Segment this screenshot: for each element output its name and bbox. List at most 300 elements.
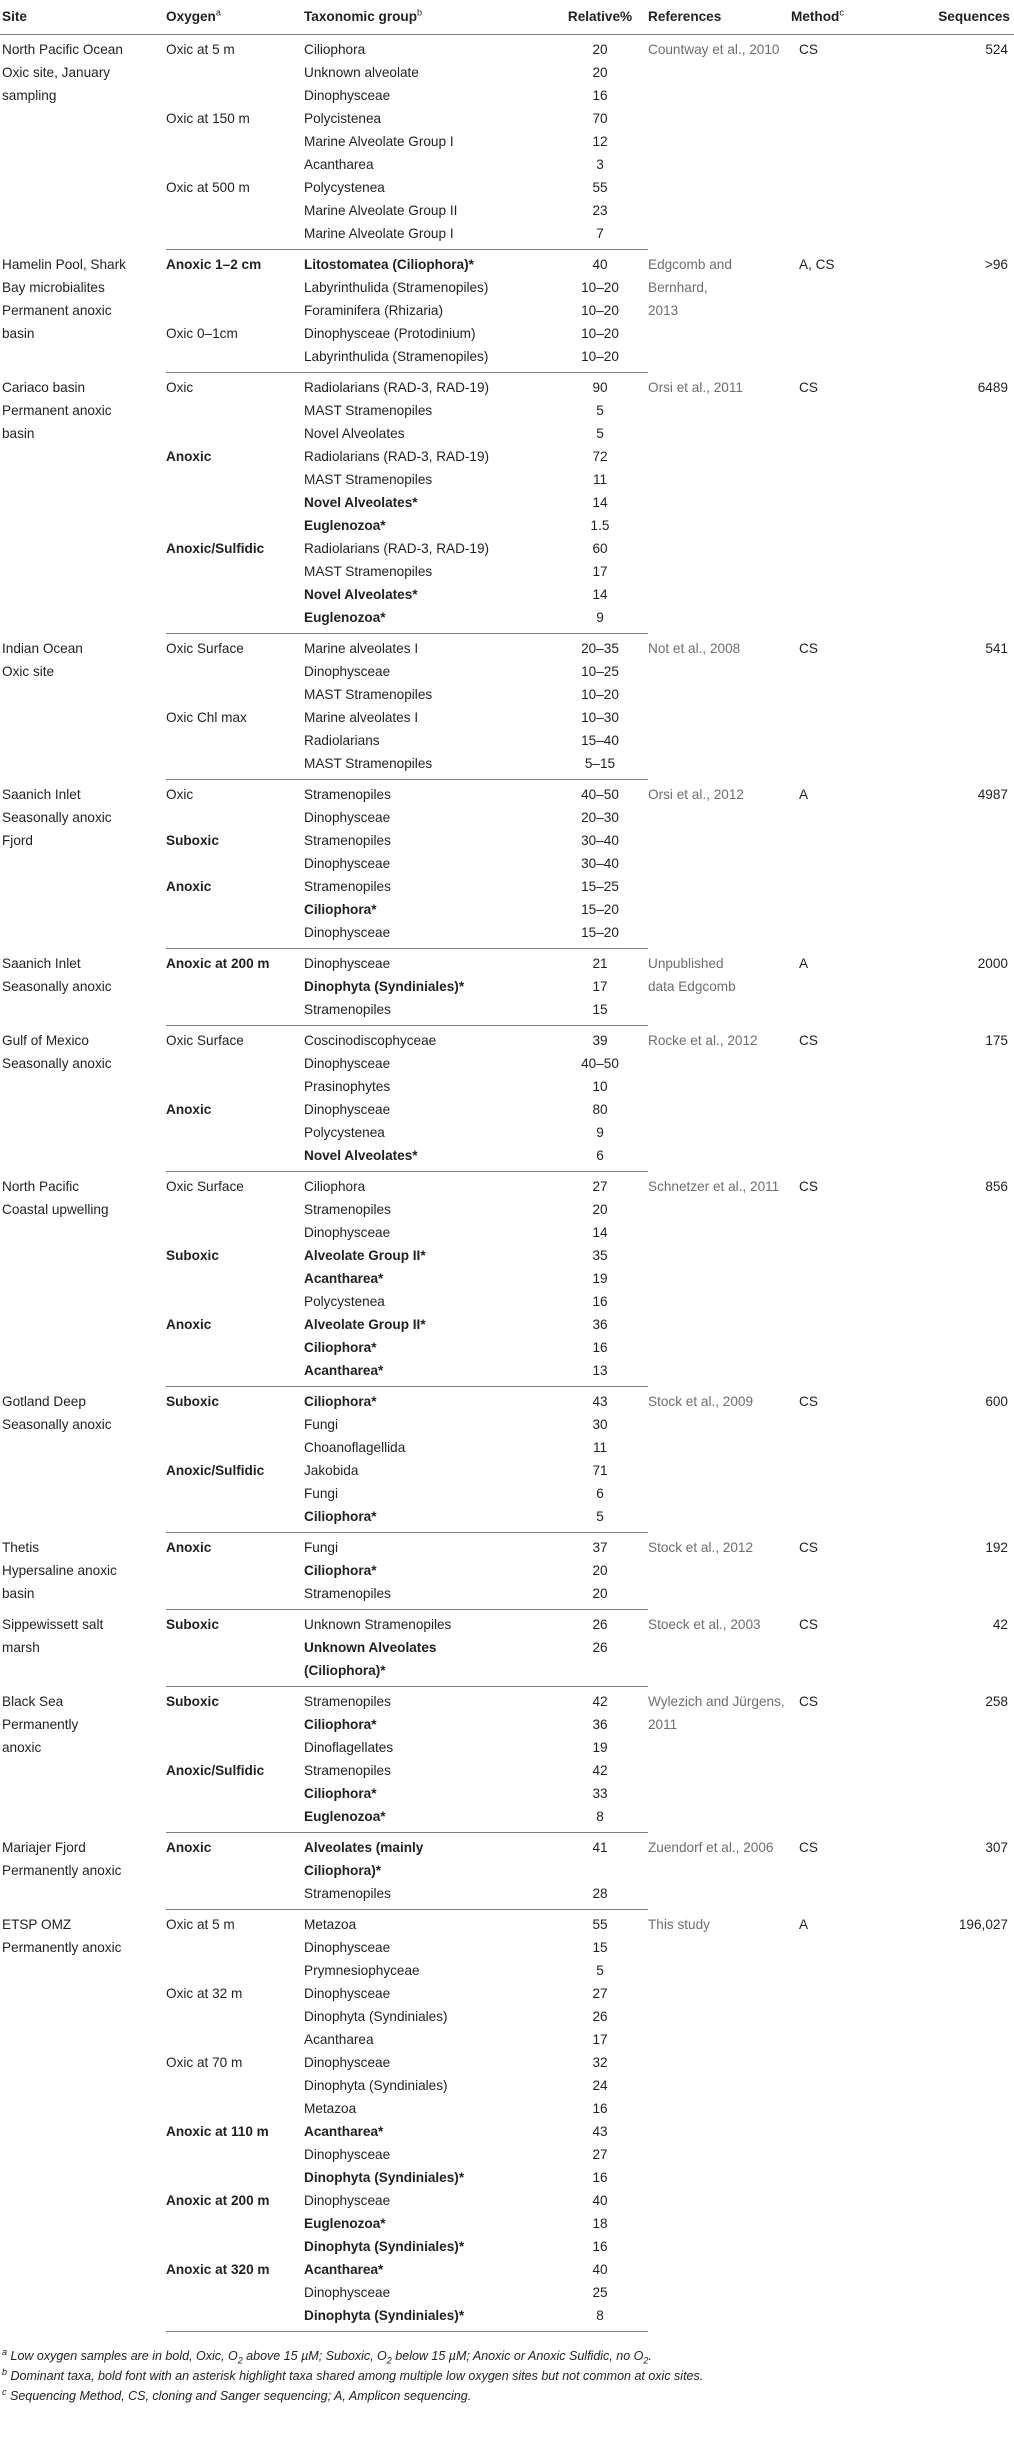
site-line: Seasonally anoxic (2, 1055, 112, 1071)
oxygen-cell (166, 222, 304, 250)
oxygen-cell (166, 422, 304, 445)
oxygen-cell: Oxic (166, 787, 194, 802)
header-method: Method$^c$ (791, 0, 885, 35)
table-row (0, 1026, 1014, 1053)
oxygen-cell (166, 199, 304, 222)
relative-cell: 30–40 (581, 856, 619, 871)
relative-cell: 72 (592, 449, 608, 464)
site-cell (0, 780, 166, 949)
taxonomic-group-cell: Radiolarians (RAD-3, RAD-19) (304, 380, 490, 395)
relative-cell: 7 (532, 222, 648, 250)
oxygen-cell: Oxic Surface (166, 641, 244, 656)
oxygen-cell: Anoxic at 200 m (166, 956, 270, 971)
taxon-line: (Ciliophora)* (304, 1663, 386, 1678)
taxonomic-group-cell: Dinophysceae (304, 1056, 391, 1071)
oxygen-cell: Oxic 0–1cm (166, 326, 238, 341)
relative-cell: 25 (592, 2285, 608, 2300)
oxygen-cell (166, 1805, 304, 1833)
taxonomic-group-cell: Stramenopiles (304, 879, 391, 894)
method-cell: A (799, 786, 809, 802)
oxygen-cell (166, 399, 304, 422)
taxonomic-group-cell: Labyrinthulida (Stramenopiles) (304, 345, 532, 373)
site-line: basin (2, 1585, 35, 1601)
taxonomic-group-cell: Dinophysceae (304, 2055, 391, 2070)
oxygen-cell (166, 1436, 304, 1459)
taxonomic-group-cell: Polycystenea (304, 1294, 385, 1309)
relative-cell: 16 (592, 1340, 608, 1355)
site-line: Permanently anoxic (2, 1862, 122, 1878)
relative-cell: 16 (592, 2239, 608, 2254)
oxygen-cell (166, 299, 304, 322)
table-row (0, 780, 1014, 807)
taxonomic-group-cell: Dinophysceae (304, 2193, 391, 2208)
oxygen-cell (166, 1144, 304, 1172)
taxonomic-group-cell: Marine Alveolate Group I (304, 222, 532, 250)
method-cell: CS (799, 1693, 818, 1709)
taxonomic-group-cell: Labyrinthulida (Stramenopiles) (304, 280, 489, 295)
relative-cell: 36 (592, 1717, 608, 1732)
relative-cell: 8 (532, 1805, 648, 1833)
table-header (0, 0, 1014, 35)
taxonomic-group-cell: MAST Stramenopiles (304, 752, 532, 780)
oxygen-cell (166, 683, 304, 706)
reference-line: Edgcomb and Bernhard, (648, 256, 732, 295)
oxygen-cell: Oxic at 5 m (166, 42, 235, 57)
relative-cell: 6 (596, 1486, 604, 1501)
taxonomic-group-cell: Dinophysceae (304, 1940, 391, 1955)
taxonomic-group-cell: MAST Stramenopiles (304, 403, 433, 418)
sequences-cell: 600 (985, 1393, 1008, 1409)
relative-cell: 40–50 (581, 787, 619, 802)
table-row (0, 35, 1014, 62)
taxonomic-group-cell: Ciliophora* (304, 1717, 377, 1732)
relative-cell: 20 (592, 1202, 608, 1217)
taxonomic-group-cell: Novel Alveolates* (304, 495, 418, 510)
taxonomic-group-cell: Ciliophora (304, 1179, 366, 1194)
sequences-cell: 524 (985, 42, 1008, 57)
site-cell (0, 1833, 166, 1910)
header-sequences: Sequences (885, 0, 1014, 35)
table-row (0, 373, 1014, 400)
taxonomic-group-cell: Dinophysceae (304, 2285, 391, 2300)
relative-cell: 5 (596, 1963, 604, 1978)
oxygen-cell (166, 345, 304, 373)
oxygen-cell (166, 1221, 304, 1244)
site-line: Indian Ocean (2, 640, 83, 656)
oxygen-cell: Oxic at 32 m (166, 1986, 243, 2001)
taxonomic-group-cell: Stramenopiles (304, 1202, 391, 1217)
method-cell: CS (799, 379, 818, 395)
oxygen-cell: Suboxic (166, 1394, 219, 1409)
reference-cell (648, 1533, 791, 1610)
reference-line: Stock et al., 2009 (648, 1393, 754, 1409)
relative-cell: 20–30 (581, 810, 619, 825)
oxygen-cell: Anoxic at 320 m (166, 2262, 270, 2277)
taxon-line: Unknown Alveolates (304, 1640, 437, 1655)
relative-cell: 5 (532, 1505, 648, 1533)
relative-cell: 19 (592, 1740, 608, 1755)
site-cell (0, 373, 166, 634)
oxygen-cell: Anoxic (166, 1317, 212, 1332)
taxonomic-group-cell: Fungi (304, 1540, 339, 1555)
oxygen-cell (166, 1713, 304, 1736)
site-group (0, 35, 1014, 250)
oxygen-cell (166, 1582, 304, 1610)
oxygen-cell: Oxic Surface (166, 1179, 244, 1194)
site-group (0, 1833, 1014, 1910)
taxonomic-group-cell: Metazoa (304, 2101, 357, 2116)
site-group (0, 634, 1014, 780)
site-line: anoxic (2, 1739, 42, 1755)
relative-cell: 14 (592, 587, 608, 602)
relative-cell: 26 (592, 2009, 608, 2024)
reference-cell (648, 1026, 791, 1172)
relative-cell: 13 (532, 1359, 648, 1387)
oxygen-cell (166, 2235, 304, 2258)
relative-cell: 10–20 (532, 345, 648, 373)
taxonomic-group-cell: Dinophyta (Syndiniales)* (304, 2170, 465, 2185)
oxygen-cell (166, 1505, 304, 1533)
relative-cell: 43 (592, 2124, 608, 2139)
reference-line: Not et al., 2008 (648, 640, 741, 656)
oxygen-cell (166, 468, 304, 491)
oxygen-cell (166, 752, 304, 780)
site-line: Permanently (2, 1716, 79, 1732)
reference-cell (648, 1610, 791, 1687)
table-row (0, 1172, 1014, 1199)
taxonomic-group-cell: Euglenozoa* (304, 1805, 532, 1833)
reference-line: Rocke et al., 2012 (648, 1032, 758, 1048)
taxonomic-group-cell: Dinophysceae (304, 956, 391, 971)
relative-cell: 10–20 (581, 326, 619, 341)
taxonomic-group-cell: Coscinodiscophyceae (304, 1033, 437, 1048)
relative-cell: 27 (592, 1179, 608, 1194)
taxonomic-group-cell: Dinophysceae (304, 88, 391, 103)
relative-cell: 71 (592, 1463, 608, 1478)
relative-cell: 42 (592, 1763, 608, 1778)
site-line: North Pacific Ocean (2, 42, 123, 57)
site-line: Black Sea (2, 1693, 64, 1709)
oxygen-cell (166, 1559, 304, 1582)
taxonomic-group-cell: Fungi (304, 1486, 339, 1501)
relative-cell: 30–40 (581, 833, 619, 848)
taxonomic-group-cell: Alveolate Group II* (304, 1317, 426, 1332)
taxonomic-group-cell: Dinophyta (Syndiniales)* (304, 979, 465, 994)
method-cell: CS (799, 42, 818, 57)
method-cell: CS (799, 1539, 818, 1555)
oxygen-cell: Anoxic (166, 1840, 212, 1855)
oxygen-cell: Suboxic (166, 1248, 219, 1263)
relative-cell: 6 (532, 1144, 648, 1172)
taxonomic-group-cell: Foraminifera (Rhizaria) (304, 303, 443, 318)
relative-cell: 16 (592, 1294, 608, 1309)
table-row (0, 250, 1014, 277)
taxonomic-group-cell: Marine Alveolate Group II (304, 203, 458, 218)
relative-cell: 15 (532, 998, 648, 1026)
reference-cell (648, 949, 791, 1026)
reference-line: Schnetzer et al., 2011 (648, 1178, 780, 1194)
site-line: Permanent anoxic (2, 402, 112, 418)
taxonomic-group-cell: Prasinophytes (304, 1079, 391, 1094)
oxygen-cell: Oxic at 5 m (166, 1917, 235, 1932)
sequences-cell: 856 (985, 1178, 1008, 1194)
relative-cell: 27 (592, 1986, 608, 2001)
relative-cell: 16 (592, 88, 608, 103)
site-group (0, 250, 1014, 373)
reference-line: 2011 (648, 1716, 678, 1732)
relative-cell: 15–25 (581, 879, 619, 894)
taxonomic-group-cell: Marine Alveolate Group I (304, 134, 454, 149)
footnote-b: $^b$ Dominant taxa, bold font with an asterisk highlight taxa shared among multiple low oxygen sites but not common at oxic sites. (2, 2366, 704, 2383)
sequences-cell: 307 (985, 1839, 1008, 1855)
relative-cell: 5 (596, 403, 604, 418)
reference-cell (648, 250, 791, 373)
relative-cell: 35 (592, 1248, 608, 1263)
relative-cell: 20 (532, 1582, 648, 1610)
oxygen-cell (166, 1959, 304, 1982)
oxygen-cell (166, 1052, 304, 1075)
reference-line: Countway et al., 2010 (648, 42, 780, 57)
relative-cell: 10–30 (581, 710, 619, 725)
oxygen-cell (166, 491, 304, 514)
taxonomic-group-cell: Dinophysceae (304, 856, 391, 871)
taxonomic-group-cell: Euglenozoa* (304, 606, 532, 634)
taxonomic-group-cell: Dinophysceae (Protodinium) (304, 326, 476, 341)
relative-cell: 16 (592, 2170, 608, 2185)
site-cell (0, 949, 166, 1026)
relative-cell: 3 (596, 157, 604, 172)
site-cell (0, 1687, 166, 1833)
table-row (0, 634, 1014, 661)
site-line: basin (2, 325, 35, 341)
relative-cell: 10–20 (581, 303, 619, 318)
table-row (0, 1687, 1014, 1714)
taxonomic-group-cell: Ciliophora* (304, 902, 377, 917)
site-line: Permanent anoxic (2, 302, 112, 318)
taxonomic-group-cell: Polycystenea (304, 1125, 385, 1140)
oxygen-cell (166, 153, 304, 176)
header-references: References (648, 0, 791, 35)
oxygen-cell: Anoxic (166, 449, 212, 464)
reference-line: This study (648, 1916, 710, 1932)
relative-cell: 60 (592, 541, 608, 556)
site-group (0, 1687, 1014, 1833)
oxygen-cell (166, 660, 304, 683)
taxonomic-group-cell: Radiolarians (RAD-3, RAD-19) (304, 449, 490, 464)
taxonomic-group-cell: Radiolarians (304, 733, 380, 748)
site-group (0, 949, 1014, 1026)
taxonomic-group-cell: Polycistenea (304, 111, 382, 126)
reference-cell (648, 1833, 791, 1910)
oxygen-cell: Anoxic 1–2 cm (166, 257, 262, 272)
sequences-cell: 2000 (977, 955, 1008, 971)
taxonomic-group-cell: Dinophysceae (304, 1102, 391, 1117)
taxonomic-group-cell (304, 1636, 532, 1687)
method-cell: A, CS (799, 256, 835, 272)
method-cell: A (799, 955, 809, 971)
relative-cell: 27 (592, 2147, 608, 2162)
sequences-cell: 42 (992, 1616, 1008, 1632)
taxonomic-group-cell: Acantharea* (304, 1359, 532, 1387)
table-row (0, 1833, 1014, 1883)
taxonomic-group-cell: Jakobida (304, 1463, 359, 1478)
reference-line: Orsi et al., 2011 (648, 379, 743, 395)
reference-cell (648, 35, 791, 250)
header-oxygen: Oxygen$^a$ (166, 0, 304, 35)
oxygen-cell (166, 1736, 304, 1759)
relative-cell: 70 (592, 111, 608, 126)
oxygen-cell (166, 2005, 304, 2028)
reference-line: Wylezich and Jürgens, (648, 1693, 785, 1709)
relative-cell: 10–20 (581, 687, 619, 702)
taxonomic-group-cell: Acantharea* (304, 2124, 384, 2139)
oxygen-cell (166, 852, 304, 875)
taxonomic-group-cell: Acantharea (304, 2032, 374, 2047)
relative-cell: 9 (532, 606, 648, 634)
relative-cell: 20 (592, 42, 608, 57)
relative-cell: 43 (592, 1394, 608, 1409)
taxonomic-group-cell: Dinophysceae (304, 1986, 391, 2001)
taxonomic-group-cell: Stramenopiles (304, 1763, 391, 1778)
oxygen-cell (166, 276, 304, 299)
sequences-cell: >96 (984, 256, 1008, 272)
site-line: Fjord (2, 832, 33, 848)
taxonomic-group-cell: MAST Stramenopiles (304, 687, 433, 702)
oxygen-cell (166, 2281, 304, 2304)
oxygen-cell (166, 1782, 304, 1805)
oxygen-cell: Oxic (166, 380, 194, 395)
reference-cell (648, 780, 791, 949)
relative-cell: 10–25 (581, 664, 619, 679)
relative-cell: 15 (592, 1940, 608, 1955)
taxonomic-group-cell: Dinophysceae (304, 921, 532, 949)
relative-cell: 10 (592, 1079, 608, 1094)
site-group (0, 1026, 1014, 1172)
oxygen-cell (166, 560, 304, 583)
table-row (0, 1910, 1014, 1937)
relative-cell: 17 (592, 2032, 608, 2047)
relative-cell: 17 (592, 564, 608, 579)
relative-cell: 14 (592, 495, 608, 510)
site-group (0, 373, 1014, 634)
reference-cell (648, 634, 791, 780)
sequences-cell: 192 (985, 1539, 1008, 1555)
taxonomic-group-cell: Marine alveolates I (304, 641, 419, 656)
taxonomic-group-cell: Fungi (304, 1417, 339, 1432)
taxonomic-group-cell: Dinophyta (Syndiniales) (304, 2078, 448, 2093)
site-cell (0, 250, 166, 373)
relative-cell: 19 (592, 1271, 608, 1286)
method-cell: CS (799, 1839, 818, 1855)
reference-cell (648, 1910, 791, 2332)
site-cell (0, 1387, 166, 1533)
taxonomic-group-cell: Novel Alveolates* (304, 1144, 532, 1172)
taxonomic-group-cell: Radiolarians (RAD-3, RAD-19) (304, 541, 490, 556)
oxygen-cell (166, 998, 304, 1026)
relative-cell: 55 (592, 1917, 608, 1932)
relative-cell: 15–20 (581, 902, 619, 917)
taxonomic-group-cell: Dinoflagellates (304, 1740, 394, 1755)
oxygen-cell: Suboxic (166, 1617, 219, 1632)
oxygen-cell: Anoxic at 200 m (166, 2193, 270, 2208)
table-row (0, 949, 1014, 976)
oxygen-cell: Suboxic (166, 1694, 219, 1709)
taxonomic-group-cell: Polycystenea (304, 180, 385, 195)
relative-cell: 17 (592, 979, 608, 994)
relative-cell: 18 (592, 2216, 608, 2231)
oxygen-cell (166, 1336, 304, 1359)
site-line: Thetis (2, 1539, 40, 1555)
table-row (0, 1533, 1014, 1560)
oxygen-cell (166, 1121, 304, 1144)
oxygen-cell: Oxic Surface (166, 1033, 244, 1048)
site-group (0, 780, 1014, 949)
taxonomic-group-cell: Choanoflagellida (304, 1440, 406, 1455)
site-cell (0, 1026, 166, 1172)
relative-cell: 20 (592, 65, 608, 80)
taxonomic-group-cell: Euglenozoa* (304, 518, 386, 533)
site-line: marsh (2, 1639, 40, 1655)
oxygen-cell (166, 2143, 304, 2166)
oxygen-cell (166, 1359, 304, 1387)
oxygen-cell (166, 130, 304, 153)
table-row (0, 1387, 1014, 1414)
site-line: Bay microbialites (2, 279, 105, 295)
site-cell (0, 1172, 166, 1387)
oxygen-cell (166, 1075, 304, 1098)
site-group (0, 1387, 1014, 1533)
taxonomic-group-cell: MAST Stramenopiles (304, 564, 433, 579)
taxonomic-group-cell: Dinophyta (Syndiniales) (304, 2009, 448, 2024)
sequences-cell: 541 (985, 640, 1008, 656)
site-line: Seasonally anoxic (2, 978, 112, 994)
taxonomic-group-cell: Marine alveolates I (304, 710, 419, 725)
taxonomic-group-cell: Stramenopiles (304, 1694, 391, 1709)
relative-cell: 40–50 (581, 1056, 619, 1071)
oxygen-cell (166, 975, 304, 998)
relative-cell: 55 (592, 180, 608, 195)
site-line: Gulf of Mexico (2, 1032, 89, 1048)
taxonomic-group-cell: Dinophysceae (304, 1225, 391, 1240)
oxygen-cell: Oxic at 500 m (166, 180, 250, 195)
relative-cell: 33 (592, 1786, 608, 1801)
relative-cell: 11 (592, 472, 608, 487)
relative-cell: 37 (592, 1540, 608, 1555)
oxygen-cell (166, 806, 304, 829)
oxygen-cell (166, 1198, 304, 1221)
oxygen-cell: Anoxic (166, 1540, 212, 1555)
oxygen-cell (166, 606, 304, 634)
oxygen-cell: Oxic at 150 m (166, 111, 250, 126)
taxonomic-group-cell: MAST Stramenopiles (304, 472, 433, 487)
reference-cell (648, 1172, 791, 1387)
relative-cell: 40 (592, 2193, 608, 2208)
site-line: Mariajer Fjord (2, 1839, 86, 1855)
sequences-cell: 175 (985, 1032, 1008, 1048)
taxonomic-group-cell: Ciliophora* (304, 1505, 532, 1533)
relative-cell: 28 (532, 1882, 648, 1910)
site-group (0, 1533, 1014, 1610)
relative-cell: 10–20 (581, 280, 619, 295)
oxygen-cell (166, 2097, 304, 2120)
header-site: Site (0, 0, 166, 35)
site-line: Seasonally anoxic (2, 809, 112, 825)
site-line: Saanich Inlet (2, 955, 81, 971)
taxonomic-group-cell: Euglenozoa* (304, 2216, 386, 2231)
sequences-cell: 4987 (977, 786, 1008, 802)
relative-cell: 80 (592, 1102, 608, 1117)
relative-cell: 26 (592, 1617, 608, 1632)
